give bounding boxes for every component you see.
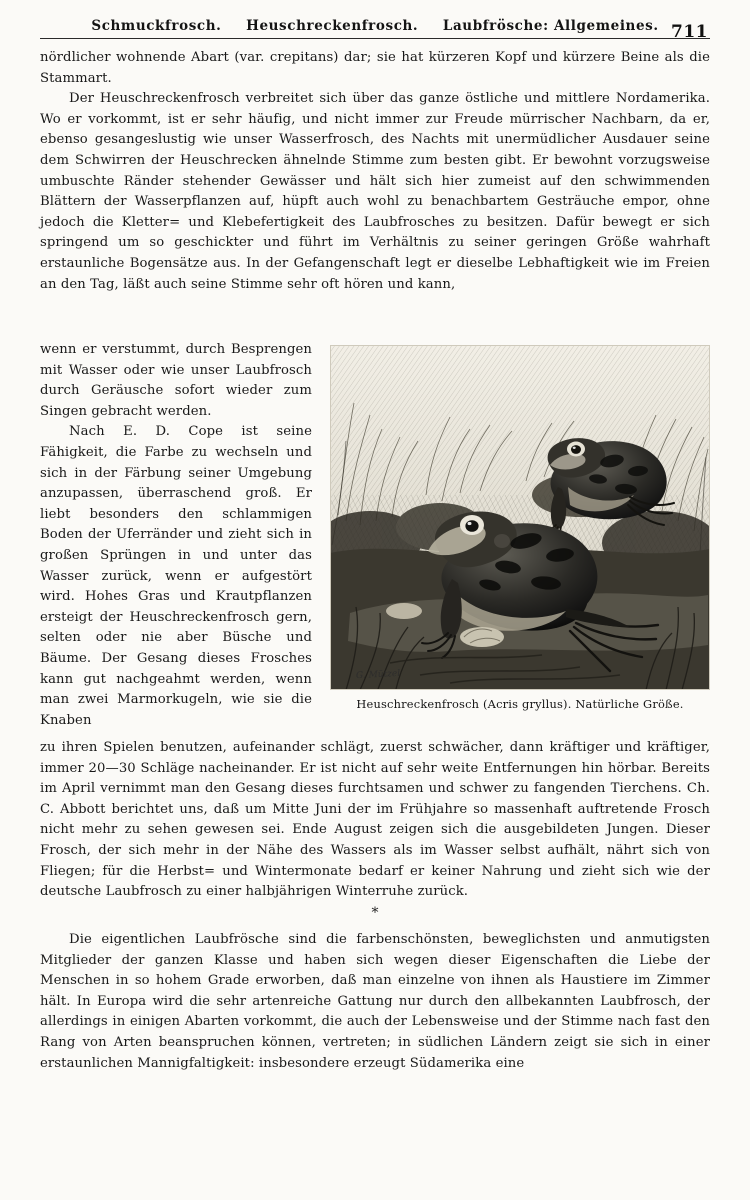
running-head-title-2: Heuschreckenfrosch.	[246, 18, 419, 34]
body-text-top	[40, 48, 710, 295]
paragraph: Nach E. D. Cope ist seine Fähigkeit, die Farbe zu wechseln und sich in der Färbung seiner Umgebung anzupassen, überraschend groß. Er liebt besonders den schlammigen Boden der Uferränder und zieht sich in großen Sprüngen in und unter das Wasser zurück, wenn er aufgestört wird. Hohes Gras und Krautpflanzen ersteigt der Heuschreckenfrosch gern, selten oder nie aber Büsche und Bäume. Der Gesang dieses Frosches kann gut nachgeahmt werden, wenn man zwei Marmorkugeln, wie sie die Knaben	[40, 424, 312, 728]
header-rule	[40, 38, 710, 39]
figure-caption: Heuschreckenfrosch (Acris gryllus). Natürliche Größe.	[356, 697, 684, 711]
page-number: 711	[671, 22, 708, 42]
paragraph: wenn er verstummt, durch Besprengen mit Wasser oder wie unser Laubfrosch durch Geräusche sofort wieder zum Singen gebracht werden.	[40, 342, 312, 419]
paragraph: nördlicher wohnende Abart (var. crepitans) dar; sie hat kürzeren Kopf und kürzere Beine als die Stammart.	[40, 50, 710, 86]
paragraph: Der Heuschreckenfrosch verbreitet sich über das ganze östliche und mittlere Nordamerika. Wo er vorkommt, ist er sehr häufig, und nicht immer zur Freude mürrischer Nachbarn, da er, ebenso gesangeslustig wie unser Wasserfrosch, des Nachts mit unermüdlicher Ausdauer seine dem Schwirren der Heuschrecken ähnelnde Stimme zum besten gibt. Er bewohnt vorzugsweise umbuschte Ränder stehender Gewässer und hält sich hier zumeist auf den schwimmenden Blättern der Wasserpflanzen auf, hüpft auch wohl zu benachbartem Gesträuche empor, ohne jedoch die Kletter= und Klebefertigkeit des Laubfrosches zu besitzen. Dafür bewegt er sich springend um so geschickter und führt im Verhältnis zu seiner geringen Größe wahrhaft erstaunliche Bogensätze aus. In der Gefangenschaft legt er dieselbe Lebhaftigkeit wie im Freien an den Tag, läßt auch seine Stimme sehr oft hören und kann,	[40, 91, 710, 292]
running-head	[42, 18, 708, 40]
running-head-titles	[42, 18, 708, 34]
section-divider: *	[371, 905, 379, 921]
figure-image	[330, 345, 710, 690]
body-text-bottom	[40, 738, 710, 903]
figure	[330, 345, 710, 711]
running-head-title-3: Laubfrösche: Allgemeines.	[442, 18, 659, 34]
paragraph: zu ihren Spielen benutzen, aufeinander schlägt, zuerst schwächer, dann kräftiger und kräftiger, immer 20—30 Schläge nacheinander. Er ist nicht auf sehr weite Entfernungen hin hörbar. Bereits im April vernimmt man den Gesang dieses furchtsamen und schwer zu fangenden Tierchens. Ch. C. Abbott berichtet uns, daß um Mitte Juni der im Frühjahre so massenhaft auftretende Frosch nicht mehr zu sehen gewesen sei. Ende August zeigen sich die ausgebildeten Jungen. Dieser Frosch, der sich mehr in der Nähe des Wassers als im Wasser selbst aufhält, nährt sich von Fliegen; für die Herbst= und Wintermonate bedarf er keiner Nahrung und zieht sich wie der deutsche Laubfrosch zu einer halbjährigen Winterruhe zurück.	[40, 740, 710, 900]
running-head-title-1: Schmuckfrosch.	[91, 18, 222, 34]
body-text-left-column	[40, 340, 312, 731]
body-text-final	[40, 930, 710, 1074]
artist-signature: G. Mützel	[355, 668, 401, 682]
paragraph: Die eigentlichen Laubfrösche sind die farbenschönsten, beweglichsten und anmutigsten Mitglieder der ganzen Klasse und haben sich wegen dieser Eigenschaften die Liebe der Menschen in so hohem Grade erworben, daß man einzelne von ihnen als Haustiere im Zimmer hält. In Europa wird die sehr artenreiche Gattung nur durch den allbekannten Laubfrosch, der allerdings in einigen Abarten vorkommt, die auch der Lebensweise und der Stimme nach fast den Rang von Arten beanspruchen können, vertreten; in südlichen Ländern zeigt sie sich in einer erstaunlichen Mannigfaltigkeit: insbesondere erzeugt Südamerika eine	[40, 932, 710, 1071]
